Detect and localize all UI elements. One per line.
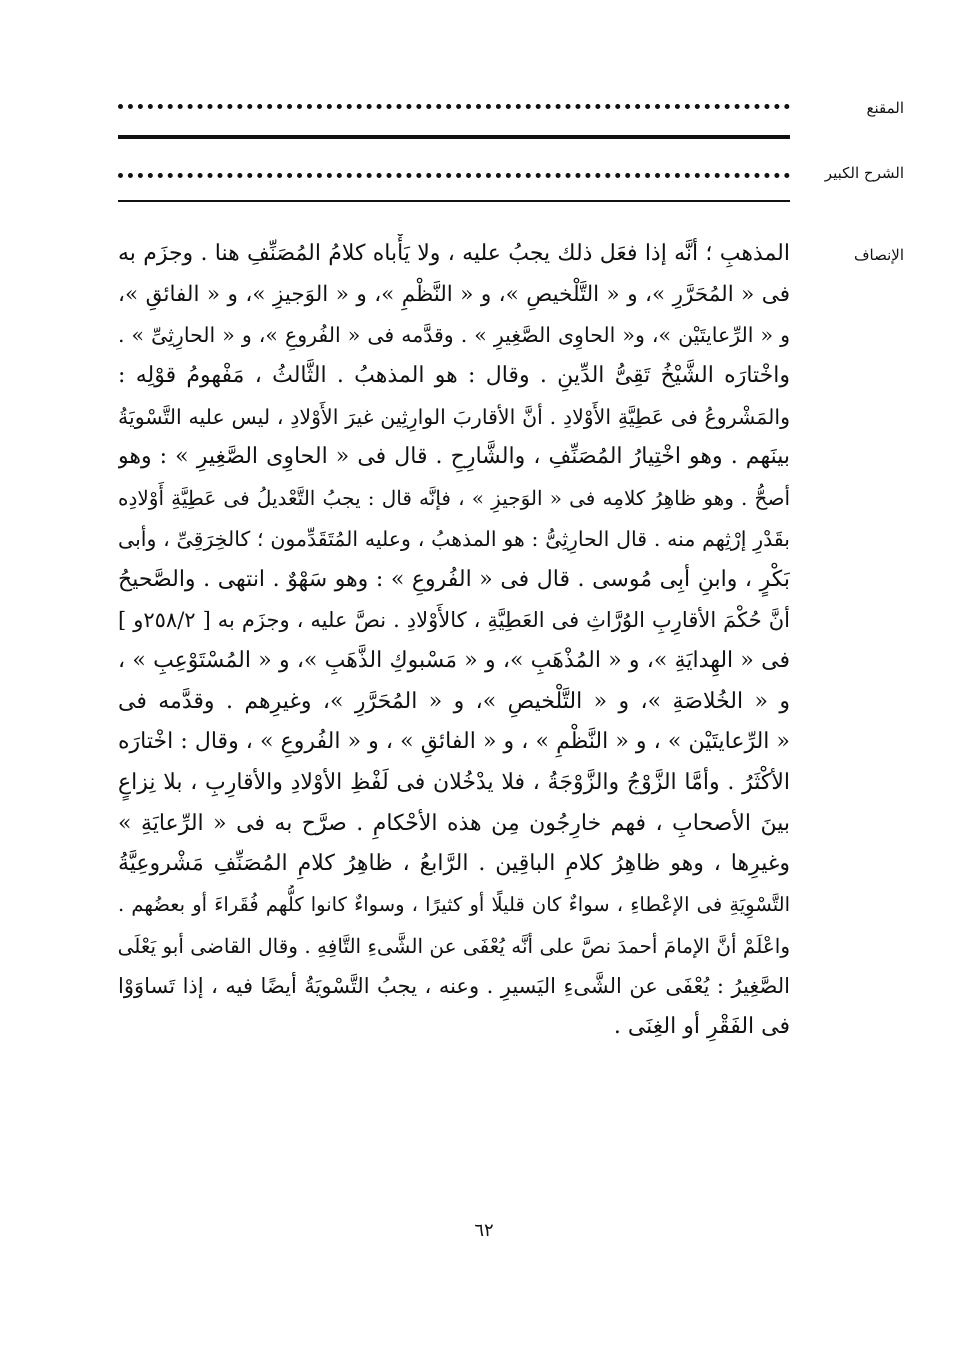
muqni-separator-rule bbox=[118, 135, 790, 139]
body-line: بينَهم . وهو اخْتِيارُ المُصَنِّفِ ، والشَّارِحِ . قال فى « الحاوِى الصَّغِيرِ » : وهو bbox=[118, 444, 790, 470]
insaf-body-text bbox=[118, 234, 790, 1048]
body-line: والمَشْروعُ فى عَطِيَّةِ الأَوْلادِ . أنَّ الأقاربَ الوارِثِين غيرَ الأَوْلادِ ، ليس عليه التَّسْويَةُ bbox=[118, 404, 790, 429]
body-line: المذهبِ ؛ أنَّه إذا فعَل ذلك يجبُ عليه ، ولا يَأْباه كلامُ المُصَنِّفِ هنا . وجزَم به bbox=[118, 241, 790, 266]
body-line: الصَّغِيرُ : يُعْفَى عن الشَّىءِ اليَسيرِ . وعنه ، يجبُ التَّسْويَةُ أيضًا فيه ، إذا تَساوَوْا bbox=[118, 974, 790, 999]
page-number: ٦٢ bbox=[474, 1220, 494, 1241]
body-line: بَكْرٍ ، وابنِ أبِى مُوسى . قال فى « الفُروعِ » : وهو سَهْوٌ . انتهى . والصَّحيحُ bbox=[118, 566, 790, 592]
body-line: و « الرِّعايتَيْن »، و« الحاوِى الصَّغِيرِ » . وقدَّمه فى « الفُروعِ »، و « الحارِثِىِّ » . bbox=[118, 323, 790, 348]
sharh-dotted-placeholder bbox=[118, 173, 790, 178]
body-line: الأكْثَرُ . وأمَّا الزَّوْجُ والزَّوْجَةُ ، فلا يدْخُلان فى لَفْظِ الأوْلادِ والأقارِبِ ، بلا نِزاعٍ bbox=[118, 769, 790, 795]
body-line: واعْلَمْ أنَّ الإمامَ أحمدَ نصَّ على أنَّه يُعْفَى عن الشَّىءِ التَّافِهِ . وقال القاضى أبو يَعْلَى bbox=[118, 933, 790, 958]
body-line: « الرِّعايتَيْن » ، و « النَّظْمِ » ، و « الفائقِ » ، و « الفُروعِ » ، وقال : اخْتارَه bbox=[118, 729, 790, 755]
body-line: التَّسْوِيَةِ فى الإعْطاءِ ، سواءٌ كان قليلًا أو كثيرًا ، وسواءٌ كانوا كلُّهم فُقَراءَ أو بعضُهم . bbox=[118, 893, 790, 916]
body-line: فى « الهِدايَةِ »، و « المُذْهَبِ »، و « مَسْبوكِ الذَّهَبِ »، و « المُسْتَوْعِبِ » ، bbox=[118, 647, 790, 673]
body-line: وغيرِها ، وهو ظاهِرُ كلامِ الباقِين . الرَّابعُ ، ظاهِرُ كلامِ المُصَنِّفِ مَشْروعِيَّةُ bbox=[118, 851, 790, 877]
body-line: فى الفَقْرِ أو الغِنَى . bbox=[613, 1014, 790, 1040]
body-line: بينَ الأصحابِ ، فهم خارِجُون مِن هذه الأحْكامِ . صرَّح به فى « الرِّعايَةِ » bbox=[118, 810, 790, 836]
body-line: فى « المُحَرَّرِ »، و « التَّلْخيصِ »، و « النَّظْمِ »، و « الوَجيزِ »، و « الفائقِ »، bbox=[118, 281, 790, 307]
label-insaf: الإنصاف bbox=[853, 246, 904, 264]
body-line: واخْتارَه الشَّيْخُ تَقِىُّ الدِّينِ . وقال : هو المذهبُ . الثَّالثُ ، مَفْهومُ قوْلِه : bbox=[118, 363, 790, 389]
muqni-dotted-placeholder bbox=[118, 104, 790, 109]
body-line: أصحُّ . وهو ظاهِرُ كلامِه فى « الوَجيزِ » ، فإنَّه قال : يجبُ التَّعْديلُ فى عَطِيَّةِ أَوْلادِه bbox=[118, 486, 790, 511]
sharh-separator-rule bbox=[118, 200, 790, 202]
body-line: و « الخُلاصَةِ »، و « التَّلْخيصِ »، و « المُحَرَّرِ »، وغيرِهم . وقدَّمه فى bbox=[118, 688, 790, 714]
label-muqni: المقنع bbox=[866, 99, 904, 117]
body-line: بقَدْرِ إرْثِهم منه . قال الحارِثِىُّ : هو المذهبُ ، وعليه المُتَقَدِّمون ؛ كالخِرَقِىِّ ، وأبى bbox=[118, 526, 790, 551]
label-sharh: الشرح الكبير bbox=[824, 164, 904, 182]
body-line: أنَّ حُكْمَ الأقارِبِ الوُرَّاثِ فى العَطِيَّةِ ، كالأَوْلادِ . نصَّ عليه ، وجزَم به [ ٢٥٨/٢و ] bbox=[118, 608, 790, 633]
